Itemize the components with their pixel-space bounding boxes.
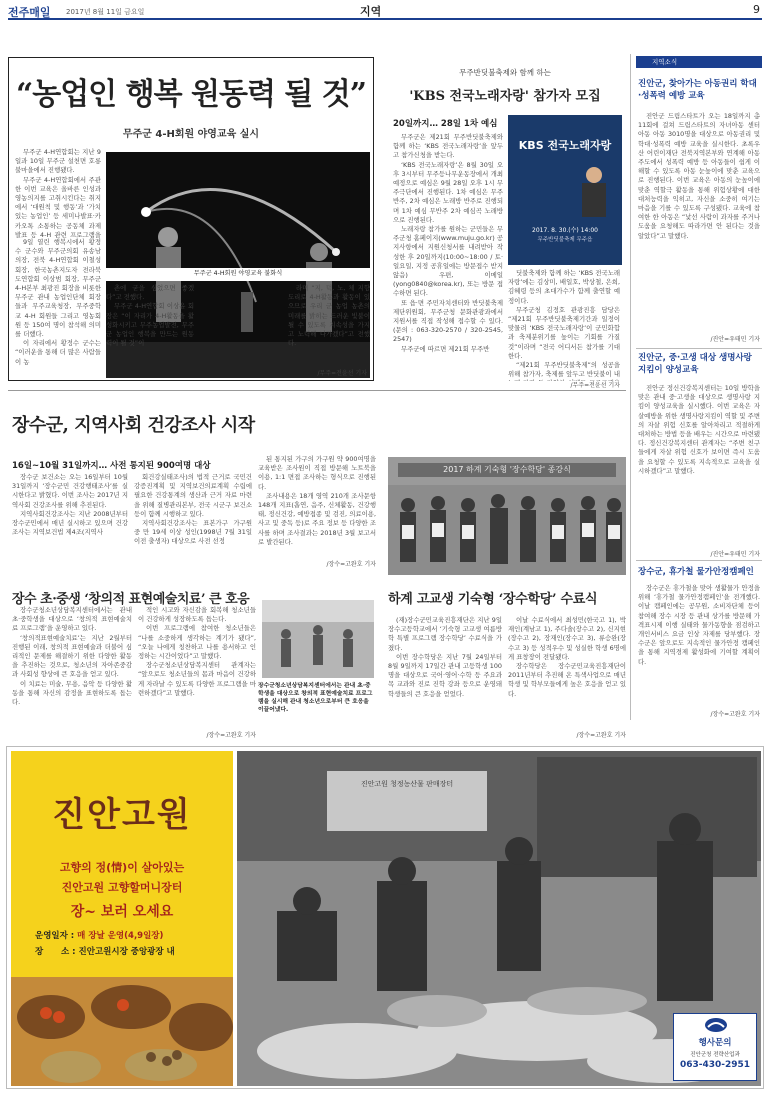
paragraph: 무주군청 김정호 관광진흥 담당은 “제21회 무주반딧불축제기간과 일정이 맞물려 ‘KBS 전국노래자랑’이 군민화합과 축제분위기를 높이는 기회를 가질 것”이라며 “전국 어디서든 참가를 기대한다. xyxy=(508,305,620,360)
column-2 xyxy=(134,473,252,563)
sidebar-item-body: 장수군은 휴가철을 맞아 생활물가 안정을 위해 ‘휴가철 물가안정캠페인’을 전개했다. 이날 캠페인에는 공무원, 소비자단체 등이 참여해 장수 시장 등 관내 상가를 방문해 가격표시제 이행 실태와 물가동향을 점검하고 개인서비스 요금 인상 자제를 당부했다. 장수군은 앞으로도 지속적인 물가안정 캠페인을 통해 지역경제 활성화에 기여할 계획이다. xyxy=(638,584,760,666)
ad-contact xyxy=(673,1013,757,1081)
subhead: 16일~10월 31일까지… 사전 통지된 900여명 대상 xyxy=(12,461,211,471)
sidebar-item-byline: /진안=우태민 기자 xyxy=(710,336,760,343)
paragraph: 무주군은 제21회 무주반딧불축제와 함께 하는 ‘KBS 전국노래자랑’을 앞두고 참가신청을 받는다. xyxy=(393,133,503,160)
ad-line1: 고향의 정(情)이 살아있는 xyxy=(59,861,185,874)
ad-logo: 진안고원 xyxy=(52,795,192,835)
photo-graduation-group xyxy=(388,457,626,575)
paragraph: 무주군에 따르면 제21회 무주반 xyxy=(401,344,490,353)
subhead: 20일까지… 28일 1차 예심 xyxy=(393,119,498,129)
paragraph: (재)장수군민교육진흥재단은 지난 9일 장수고등학교에서 ‘기숙형 고교생 여름방학 특별 프로그램 장수학당’ 수료식을 가졌다. xyxy=(388,616,502,652)
paragraph: 무주군 4-H연합회에서 주관한 이번 교육은 올바른 인성과 영농의지를 고취시킨다는 취지에서 ‘대원칙 및 행동’과 ‘가치 있는 농업인’ 등 세미나발표·카카오톡 소통하는 공동체 과제 발표 등 4-H 관련 프로그램을 xyxy=(15,175,101,238)
location-label: 장 소 : xyxy=(35,947,76,957)
paragraph: 지역사회건강조사는 표본가구 가구원 중 만 19세 이상 성인(1998년 7월 31일 이전 출생자) 대상으로 사전 선정 xyxy=(134,519,252,546)
column-3 xyxy=(258,455,376,555)
schedule-value: 매 장날 운영(4,9일장) xyxy=(77,931,164,941)
paragraph: ‘창의적표현예술치료’는 지난 2월부터 진행된 이래, 창의적 표현예술과 더불어 심리적인 문제를 해결하기 위한 다양한 활동을 추진하는 것으로, 청소년의 자아존중감과 사회성 향상에 큰 호응을 얻고 있다. xyxy=(12,633,132,679)
column-3 xyxy=(106,284,194,376)
sidebar-label: 지역소식 xyxy=(636,56,762,68)
paragraph: 장수학당은 장수군민교육진흥재단이 2011년부터 추진해 온 특색사업으로 매년 학생 및 학부모들에게 높은 호응을 얻고 있다. xyxy=(508,662,626,698)
subhead: 무주군 4-H회원 야영교육 실시 xyxy=(122,129,260,140)
market-sign: 진안고원 청정농산물 판매장터 xyxy=(360,780,454,788)
article-4h xyxy=(8,57,374,381)
paragraph: 노래자랑 참가를 원하는 군민들은 무주군청 홈페이지(www.muju.go.kr) 공지사항에서 지원신청서를 내려받아 작성한 후 20일까지(10:00~18:00 / 토·일요일, 지정 공휴일에는 방문접수 받지 않음) 우편, 이메일(yong0840@korea.kr), 또는 방문 접수하면 된다. xyxy=(393,225,503,298)
article-health-survey xyxy=(8,390,626,578)
column-4 xyxy=(199,284,283,376)
photo-children-dance xyxy=(262,600,374,678)
paragraph: 9일 열린 행복시에서 황정수 군수와 무주군의회 유송남 의장, 전북 4-H연합회 이철성 회장, 한국농촌지도자 전라북도연합회 이상범 회장, 무주군 4-H본부 최광진 회장을 비롯한 무주군 관내 농업인단체 회장들과 무주교육청장, 무주중학교 4-H 회원들 그리고 영농회원 등 150여 명이 참석해 의미를 더했다. xyxy=(15,238,101,339)
column-2 xyxy=(508,616,626,728)
page-header xyxy=(8,2,762,20)
sidebar-item-byline: /장수=고완호 기자 xyxy=(710,711,760,718)
byline: /장수=고완호 기자 xyxy=(326,561,376,568)
section-title: 지역 xyxy=(360,5,382,18)
contact-phone: 063-430-2951 xyxy=(679,1060,751,1070)
ad-market xyxy=(6,746,764,1089)
column-divider xyxy=(630,54,631,720)
column-2 xyxy=(138,606,256,732)
headline: 장수군, 지역사회 건강조사 시작 xyxy=(12,415,255,436)
paragraph: 또 읍·면 주민자치센터와 반딧불축제제단위원회, 무주군청 문화관광과에서 지원서를 직접 작성해 접수할 수 있다. (문의 : 063-320-2570 / 320-2545, 2547) xyxy=(393,298,503,344)
paragraph: 장수군청소년상담복지센터 관계자는 “앞으로도 청소년들의 몸과 마음이 건강하게 자라날 수 있도록 다양한 프로그램을 마련하겠다”고 말했다. xyxy=(138,661,256,697)
column-1 xyxy=(388,616,502,736)
photo-banner: 2017 하계 기숙형 '장수학당' 종강식 xyxy=(398,463,616,477)
headline: 하계 고교생 기숙형 ‘장수학당’ 수료식 xyxy=(388,592,598,607)
sidebar-item-body: 진안군 드림스타트가 오는 18일까지 총 11회에 걸쳐 드림스타트의 자녀아동 센터 아동 아동 3010명을 대상으로 아동권리 및 학대·성폭력 예방 교육을 실시한다. 초록우산 어린이재단 전북지역본부와 연계해 아동주도에서 성폭력 예방 등 아동들이 쉽게 이해할 수 있도록 아동 눈높이에 맞춘 교육으로 진행된다. 이번 교육은 아동의 눈높이에 맞춘 역할극 활동을 통해 위험상황에 대한 대처능력을 익히고, 자신을 소중히 여기는 마음을 기를 수 있도록 구성됐다. 교육에 참여한 한 아동은 “낯선 사람이 과자를 주거나 도움을 요청해도 따라가면 안 된다는 것을 알았다”고 말했다. xyxy=(638,112,760,240)
paragraph: 무주군 4-H연합회는 지난 9일과 10일 무주군 설천면 호롱불마을에서 진행됐다. xyxy=(15,148,101,175)
photo-caption: 무주군 4-H회원 야영교육 불화식 xyxy=(106,268,370,281)
sidebar-news xyxy=(636,54,762,720)
paragraph: 딧불축제와 함께 하는 ‘KBS 전국노래자랑’에는 김상미, 배일호, 박상철, 은희, 김혜령 등의 초대가수가 함께 출연할 예정이다. xyxy=(508,269,620,305)
headline: 'KBS 전국노래자랑' 참가자 모집 xyxy=(409,89,601,104)
column-1 xyxy=(12,473,128,563)
paragraph: “제21회 무주반딧불축제”의 성공을 위해 참가자, 축제를 앞두고 반딧불이 내 xyxy=(508,361,620,379)
jinan-logo-icon xyxy=(704,1017,728,1033)
column-1 xyxy=(15,148,101,238)
location-value: 진안고원시장 중앙광장 내 xyxy=(78,947,175,957)
paragraph: 조사내용은 18개 영역 210개 조사문항 148개 지표(흡연, 음주, 신체활동, 건강행태, 정신건강, 예방접종 및 검진, 의료이용, 사고 및 중독 등)로 주요 정보 등 다양한 조사를 하며 조사결과는 2018년 3월 보고서로 발간된다. xyxy=(258,491,376,546)
paragraph: 된 통지된 가구의 가구원 약 900여명을 교육받은 조사원이 직접 방문해 노트북을 이용, 1:1 면접 조사하는 형식으로 진행된다. xyxy=(258,455,376,491)
headline: 장수 초·중생 ‘창의적 표현예술치료’ 큰 호응 xyxy=(12,592,250,607)
ad-market-photo xyxy=(237,751,761,1086)
schedule-label: 운영일자 : xyxy=(35,931,75,941)
paragraph: 라며 “지, 덕, 노, 체 지향도리로 4-H활동과 활동이 있으므로 우리 군 농업 농촌의 미래를 밝히는 드러운 빛불이 될 수 있도록 지속성을 가지고 노력해 나가겠다”고 전했다. xyxy=(288,284,370,348)
paper-name: 전주매일 xyxy=(8,6,51,19)
singer-figure-icon xyxy=(572,165,616,223)
kicker: 무주반딧불축제와 함께 하는 xyxy=(459,68,551,77)
produce-baskets-art xyxy=(11,977,233,1086)
ad-line2: 진안고원 고향할머니장터 xyxy=(61,881,183,894)
sidebar-item-body: 진안군 정신건강복지센터는 10일 방학을 맞은 관내 중·고생을 대상으로 생명사랑 지킴이 양성교육을 실시했다. 이번 교육은 자살예방을 위한 생명사랑지킴이 역할 및 주변의 자살 위험 신호를 알아차리고 적절하게 대처하는 방법 등을 배우는 시간으로 마련됐다. 정신건강복지센터 관계자는 “주변 친구들에게 자살 위험 신호가 보이면 즉시 도움을 요청할 수 있도록 지속적으로 교육을 실시하겠다”고 말했다. xyxy=(638,384,760,475)
paragraph: 촌에 굳을 심었으면 좋겠다”고 전했다. xyxy=(106,284,194,302)
poster-title: KBS 전국노래자랑 xyxy=(518,139,612,152)
column-1 xyxy=(393,133,503,387)
column-1 xyxy=(12,606,132,736)
paragraph: 이 자리에서 황정수 군수는 “이러운을 통해 더 많은 사람들이 농 xyxy=(15,339,101,366)
byline: /무주=전윤선 기자 xyxy=(570,382,620,389)
ad-text-panel xyxy=(11,751,233,1086)
paragraph: 이번 장수학당은 지난 7월 24일부터 8월 9일까지 17일간 관내 고등학생 100명을 대상으로 국어·영어·수학 등 주요과목 교과와 진로 진학 강좌 등으로 운영돼 학생들의 큰 호응을 얻었다. xyxy=(388,652,502,698)
headline: “농업인 행복 원동력 될 것” xyxy=(15,77,367,112)
paragraph: 장수군 보건소는 오는 16일부터 10월 31일까지 ‘장수군민 건강행태조사’를 실시한다고 밝혔다. 이번 조사는 2017년 지역사회 건강조사를 위해 추진된다. xyxy=(12,473,128,509)
paragraph: 이번 프로그램에 참여한 청소년들은 “나를 소중하게 생각하는 계기가 됐다”, “오늘 나에게 칭찬하고 나를 용서하고 인정하는 시간이었다”고 말했다. xyxy=(138,624,256,661)
sidebar-item-title: 진안군, 찾아가는 아동권리 학대·성폭력 예방 교육 xyxy=(638,79,757,101)
paragraph: 적인 시고와 자신감을 회복해 청소년들이 건강하게 성장하도록 돕는다. xyxy=(138,606,256,624)
poster-venue: 무주반딧불축제 무주읍 xyxy=(537,237,593,243)
sidebar-divider xyxy=(636,348,762,349)
photo-caption: 장수군청소년상담복지센터에서는 관내 초·중학생을 대상으로 창의적 표현예술치료 프로그램을 실시해 관내 청소년으로부터 큰 호응을 이끌어냈다. xyxy=(258,683,373,713)
paragraph: 회건강실태조사)의 법적 근거로 국민건강증진계획 및 지역보건의료계획 수립에 필요한 건강통계의 생산과 근거 자료 마련을 위해 질병관리본부, 전국 시군구 보건소 등이 함께 시행하고 있다. xyxy=(134,473,252,518)
article-jangsu-school xyxy=(386,580,626,742)
ad-line3: 장~ 보러 오세요 xyxy=(70,904,174,920)
column-2 xyxy=(15,238,101,378)
paragraph: 지역사회건강조사는 지난 2008년부터 장수군민에서 매년 실시하고 있으며 건강조사는 지역보건법 제4조(지역사 xyxy=(12,509,128,537)
article-art-therapy xyxy=(8,580,374,742)
article-kbs xyxy=(388,57,622,387)
column-5 xyxy=(288,284,370,368)
contact-label: 행사문의 xyxy=(698,1038,732,1048)
byline: /장수=고완호 기자 xyxy=(206,732,256,739)
children-photo-art xyxy=(262,600,374,678)
poster-date: 2017. 8. 30.(수) 14:00 xyxy=(532,227,598,234)
sidebar-item-byline: /진안=우태민 기자 xyxy=(710,551,760,558)
ad-location xyxy=(35,945,233,957)
paragraph: ‘KBS 전국노래자랑’은 8월 30일 오후 3시부터 무주등나무운동장에서 개최예정으로 예심은 9월 28일 오후 1시 무주극단에서 진행된다. 1차 예심은 무주반주, 2차 예심은 노래방 반주로 진행되며 1차 예심 무반주 2차 예심곡 노래방으로 진행된다. xyxy=(393,160,503,224)
paragraph: 이날 수료식에서 최성민(한국고 1), 박재인(계남고 1), 주다솔(장수고 2), 신지현(장수고 2), 장재인(장수고 3), 류승완(장수고 3) 등 성적우수 및 성실한 학생 6명에게 표창장이 전달됐다. xyxy=(508,616,626,661)
paragraph: 장수군청소년상담복지센터에서는 관내 초·중학생을 대상으로 ‘창의적 표현예술치료 프로그램’을 운영하고 있다. xyxy=(12,606,132,633)
group-people-art xyxy=(388,485,626,575)
kbs-poster xyxy=(508,115,622,265)
sidebar-divider xyxy=(636,560,762,561)
page-number: 9 xyxy=(753,3,760,16)
byline: /무주=전윤선 기자 xyxy=(317,370,367,377)
byline: /장수=고완호 기자 xyxy=(576,732,626,739)
issue-date: 2017년 8월 11일 금요일 xyxy=(66,8,145,16)
column-2 xyxy=(508,269,620,381)
paragraph: 무주군 4-H연합회 이상윤 회장은 “이 자리가 4-H활동을 활성화시키고 무주농업발전, 무주군 농업인 행복을 만드는 원동력이 될 것”이 xyxy=(106,302,194,348)
ad-schedule xyxy=(35,929,233,941)
paragraph: 이 치료는 미술, 무용, 음악 등 다양한 활동을 통해 자신의 감정을 표현하도록 돕는다. xyxy=(12,679,132,707)
sidebar-item-title: 진안군, 중·고생 대상 생명사랑 지킴이 양성교육 xyxy=(638,353,752,375)
sidebar-item-title: 장수군, 휴가철 물가안정캠페인 xyxy=(638,567,754,577)
contact-org: 진안군청 전략산업과 xyxy=(690,1052,740,1058)
